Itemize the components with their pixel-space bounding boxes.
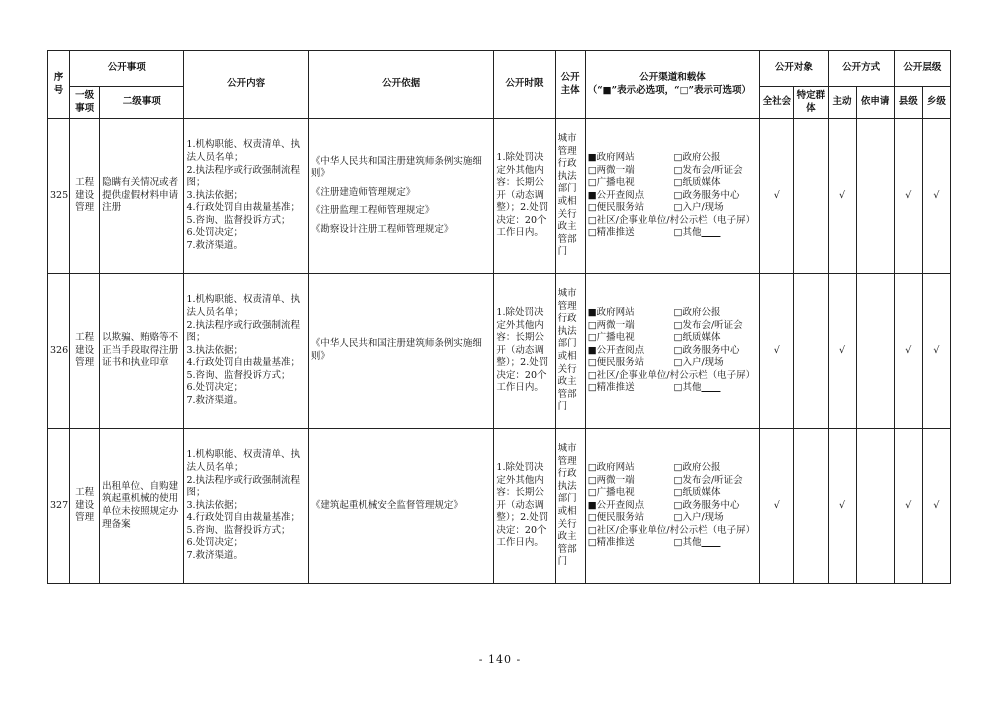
header-method-active: 主动 <box>828 87 856 119</box>
content-item: 5.咨询、监督投诉方式； <box>186 214 291 226</box>
content-item: 1.机构职能、权责清单、执法人员名单； <box>186 294 301 318</box>
row-subject: 城市管理行政执法部门或相关行政主管部门 <box>555 274 585 429</box>
content-item: 3.执法依据； <box>186 189 244 201</box>
channel-option: □政务服务中心 <box>673 189 740 201</box>
row-level-town: √ <box>922 274 950 429</box>
row-method-request <box>856 119 894 274</box>
channel-option: □广播电视 <box>587 487 635 499</box>
content-item: 7.救济渠道。 <box>186 240 244 252</box>
channel-option: ■公开查阅点 <box>587 189 645 201</box>
content-item: 1.机构职能、权责清单、执法人员名单； <box>186 449 301 473</box>
channel-other-label: □其他 <box>673 382 702 394</box>
channel-option: ■公开查阅点 <box>587 344 645 356</box>
channel-option: □政务服务中心 <box>673 499 740 511</box>
channel-option: □纸质媒体 <box>673 332 721 344</box>
row-seq: 325 <box>48 119 70 274</box>
header-seq: 序号 <box>48 51 70 119</box>
table-row <box>48 429 951 584</box>
content-item: 5.咨询、监督投诉方式； <box>186 369 291 381</box>
basis-item: 《注册监理工程师管理规定》 <box>310 205 435 217</box>
row-time-limit: 1.除处罚决定外其他内容：长期公开（动态调整）；2.处罚决定：20个工作日内。 <box>494 429 555 584</box>
content-item: 5.咨询、监督投诉方式； <box>186 524 291 536</box>
row-level1: 工程建设管理 <box>70 274 100 429</box>
content-item: 1.机构职能、权责清单、执法人员名单； <box>186 139 301 163</box>
channel-option: □发布会/听证会 <box>673 319 743 331</box>
header-row-1 <box>48 51 951 87</box>
channel-option: □政府公报 <box>673 151 721 163</box>
channel-option: □纸质媒体 <box>673 177 721 189</box>
channel-option: ■公开查阅点 <box>587 499 645 511</box>
row-level1: 工程建设管理 <box>70 429 100 584</box>
row-target-group <box>794 274 828 429</box>
channel-option-community: □社区/企事业单位/村公示栏（电子屏） <box>587 524 756 536</box>
channel-option-other <box>673 382 757 395</box>
blank-line <box>701 227 720 238</box>
content-item: 4.行政处罚自由裁量基准； <box>186 512 301 524</box>
content-item: 6.处罚决定； <box>186 227 244 239</box>
header-channel-title: 公开渠道和载体 <box>639 71 706 83</box>
channel-option: □便民服务站 <box>587 357 645 369</box>
row-method-request <box>856 274 894 429</box>
content-item: 6.处罚决定； <box>186 382 244 394</box>
content-item: 4.行政处罚自由裁量基准； <box>186 202 301 214</box>
basis-item: 《勘察设计注册工程师管理规定》 <box>310 223 454 235</box>
channel-option: ■政府网站 <box>587 306 635 318</box>
basis-item: 《注册建造师管理规定》 <box>310 186 416 198</box>
header-subject: 公开主体 <box>555 51 585 119</box>
basis-item: 《中华人民共和国注册建筑师条例实施细则》 <box>310 155 482 180</box>
channel-option: □两微一端 <box>587 164 635 176</box>
row-target-group <box>794 119 828 274</box>
channel-option: □发布会/听证会 <box>673 474 743 486</box>
blank-line <box>701 537 720 548</box>
row-channels <box>585 274 760 429</box>
header-level-town: 乡级 <box>922 87 950 119</box>
channel-option-other <box>673 537 757 550</box>
row-seq: 326 <box>48 274 70 429</box>
blank-line <box>701 382 720 393</box>
header-level1: 一级事项 <box>70 87 100 119</box>
header-basis: 公开依据 <box>308 51 494 119</box>
row-content <box>184 119 308 274</box>
channel-option-push: □精准推送 <box>587 227 635 239</box>
channel-option: □入户/现场 <box>673 512 724 524</box>
row-seq: 327 <box>48 429 70 584</box>
row-subject: 城市管理行政执法部门或相关行政主管部门 <box>555 429 585 584</box>
content-item: 7.救济渠道。 <box>186 550 244 562</box>
row-channels <box>585 429 760 584</box>
channel-option: □政府公报 <box>673 461 721 473</box>
channel-option: □发布会/听证会 <box>673 164 743 176</box>
header-level2: 二级事项 <box>100 87 184 119</box>
content-item: 2.执法程序或行政强制流程图； <box>186 164 301 189</box>
row-channels <box>585 119 760 274</box>
header-level: 公开层级 <box>894 51 950 87</box>
channel-option-push: □精准推送 <box>587 537 635 549</box>
row-content <box>184 429 308 584</box>
row-target-group <box>794 429 828 584</box>
row-basis <box>308 274 494 429</box>
content-item: 3.执法依据； <box>186 499 244 511</box>
row-method-active: √ <box>828 429 856 584</box>
row-target-all: √ <box>760 429 794 584</box>
content-item: 4.行政处罚自由裁量基准； <box>186 357 301 369</box>
row-level1: 工程建设管理 <box>70 119 100 274</box>
row-level2: 出租单位、自购建筑起重机械的使用单位未按照规定办理备案 <box>100 429 184 584</box>
channel-option: □便民服务站 <box>587 202 645 214</box>
disclosure-table <box>47 50 951 584</box>
row-method-active: √ <box>828 274 856 429</box>
content-item: 3.执法依据； <box>186 344 244 356</box>
table-row <box>48 119 951 274</box>
row-target-all: √ <box>760 119 794 274</box>
row-subject: 城市管理行政执法部门或相关行政主管部门 <box>555 119 585 274</box>
channel-option-push: □精准推送 <box>587 382 635 394</box>
channel-option: □入户/现场 <box>673 202 724 214</box>
channel-option: □两微一端 <box>587 474 635 486</box>
channel-option-community: □社区/企事业单位/村公示栏（电子屏） <box>587 214 756 226</box>
header-method: 公开方式 <box>828 51 894 87</box>
header-target-all: 全社会 <box>760 87 794 119</box>
row-level-town: √ <box>922 429 950 584</box>
header-content: 公开内容 <box>184 51 308 119</box>
row-level-county: √ <box>894 429 922 584</box>
row-level2: 以欺骗、贿赂等不正当手段取得注册证书和执业印章 <box>100 274 184 429</box>
header-method-request: 依申请 <box>856 87 894 119</box>
content-item: 6.处罚决定； <box>186 537 244 549</box>
channel-other-label: □其他 <box>673 537 702 549</box>
header-matter: 公开事项 <box>70 51 184 87</box>
header-target-group: 特定群体 <box>794 87 828 119</box>
row-target-all: √ <box>760 274 794 429</box>
content-item: 2.执法程序或行政强制流程图； <box>186 319 301 344</box>
channel-option-community: □社区/企事业单位/村公示栏（电子屏） <box>587 369 756 381</box>
channel-other-label: □其他 <box>673 227 702 239</box>
basis-item: 《中华人民共和国注册建筑师条例实施细则》 <box>310 338 482 362</box>
header-target: 公开对象 <box>760 51 828 87</box>
channel-option: □广播电视 <box>587 177 635 189</box>
header-channel-note: （“■”表示必选项，“□”表示可选项） <box>587 84 752 96</box>
row-level-county: √ <box>894 119 922 274</box>
row-time-limit: 1.除处罚决定外其他内容：长期公开（动态调整）；2.处罚决定：20个工作日内。 <box>494 274 555 429</box>
channel-option: □便民服务站 <box>587 512 645 524</box>
channel-option: □政府公报 <box>673 306 721 318</box>
table-row <box>48 274 951 429</box>
row-time-limit: 1.除处罚决定外其他内容：长期公开（动态调整）；2.处罚决定：20个工作日内。 <box>494 119 555 274</box>
header-level-county: 县级 <box>894 87 922 119</box>
channel-option: □纸质媒体 <box>673 487 721 499</box>
row-method-active: √ <box>828 119 856 274</box>
row-content <box>184 274 308 429</box>
row-basis <box>308 429 494 584</box>
basis-item: 《建筑起重机械安全监督管理规定》 <box>310 499 463 511</box>
row-level-county: √ <box>894 274 922 429</box>
channel-option: □政府网站 <box>587 461 635 473</box>
row-level-town: √ <box>922 119 950 274</box>
channel-option: □政务服务中心 <box>673 344 740 356</box>
channel-option: ■政府网站 <box>587 151 635 163</box>
content-item: 2.执法程序或行政强制流程图； <box>186 474 301 499</box>
channel-option: □入户/现场 <box>673 357 724 369</box>
header-channel <box>585 51 760 119</box>
row-basis <box>308 119 494 274</box>
channel-option: □广播电视 <box>587 332 635 344</box>
channel-option: □两微一端 <box>587 319 635 331</box>
content-item: 7.救济渠道。 <box>186 395 244 407</box>
row-method-request <box>856 429 894 584</box>
row-level2: 隐瞒有关情况或者提供虚假材料申请注册 <box>100 119 184 274</box>
page-number: - 140 - <box>478 653 522 666</box>
header-time-limit: 公开时限 <box>494 51 555 119</box>
channel-option-other <box>673 227 757 240</box>
